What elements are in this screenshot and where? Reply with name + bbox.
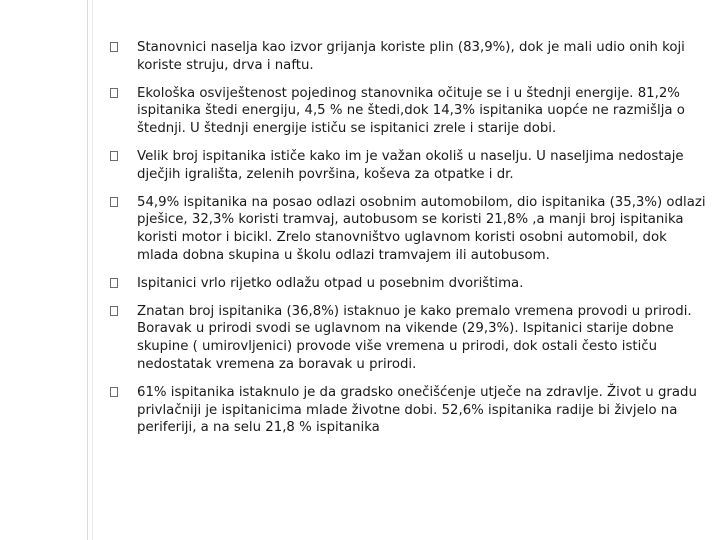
- left-border-line-inner: [92, 0, 93, 540]
- bullet-marker-icon: [110, 387, 118, 397]
- bullet-item-nature: [110, 303, 706, 374]
- bullet-item-heating: [110, 39, 706, 75]
- bullet-item-energy-saving: [110, 85, 706, 138]
- bullet-marker-icon: [110, 88, 118, 98]
- bullet-text: Velik broj ispitanika ističe kako im je važan okoliš u naselju. U naseljima nedostaje dječjih igrališta, zelenih površina, koševa za otpatke i dr.: [137, 148, 684, 182]
- bullet-text: Ekološka osviještenost pojedinog stanovnika očituje se i u štednji energije. 81,2% ispitanika štedi energiju, 4,5 % ne štedi,dok 14,3% ispitanika uopće ne razmišlja o štednji. U štednji energije ističu se ispitanici zrele i starije dobi.: [137, 85, 685, 137]
- bullet-list: [110, 39, 706, 447]
- bullet-text: 61% ispitanika istaknulo je da gradsko onečišćenje utječe na zdravlje. Život u gradu privlačniji je ispitanicima mlade životne dobi. 52,6% ispitanika radije bi živjelo na periferiji, a na selu 21,8 % ispitanika: [137, 384, 697, 436]
- bullet-marker-icon: [110, 306, 118, 316]
- bullet-text: Stanovnici naselja kao izvor grijanja koriste plin (83,9%), dok je mali udio onih koji koriste struju, drva i naftu.: [137, 40, 685, 73]
- bullet-item-commute: [110, 194, 706, 265]
- bullet-marker-icon: [110, 278, 118, 288]
- bullet-marker-icon: [110, 151, 118, 161]
- bullet-marker-icon: [110, 42, 118, 52]
- left-border-line: [87, 0, 88, 540]
- bullet-item-pollution: [110, 384, 706, 437]
- bullet-text: Znatan broj ispitanika (36,8%) istaknuo je kako premalo vremena provodi u prirodi. Boravak u prirodi svodi se uglavnom na vikende (29,3%). Ispitanici starije dobne skupine ( umirovljenici) provode više vremena u prirodi, dok ostali često ističu nedostatak vremena za boravak u prirodi.: [137, 303, 692, 372]
- bullet-text: Ispitanici vrlo rijetko odlažu otpad u posebnim dvorištima.: [137, 275, 524, 291]
- bullet-marker-icon: [110, 197, 118, 207]
- bullet-item-waste: [110, 275, 706, 293]
- bullet-item-environment: [110, 148, 706, 184]
- bullet-text: 54,9% ispitanika na posao odlazi osobnim automobilom, dio ispitanika (35,3%) odlazi pješice, 32,3% koristi tramvaj, autobusom se koristi 21,8% ,a manji broj ispitanika koristi motor i bicikl. Zrelo stanovništvo uglavnom koristi osobni automobil, dok mlada dobna skupina u školu odlazi tramvajem ili autobusom.: [137, 194, 706, 263]
